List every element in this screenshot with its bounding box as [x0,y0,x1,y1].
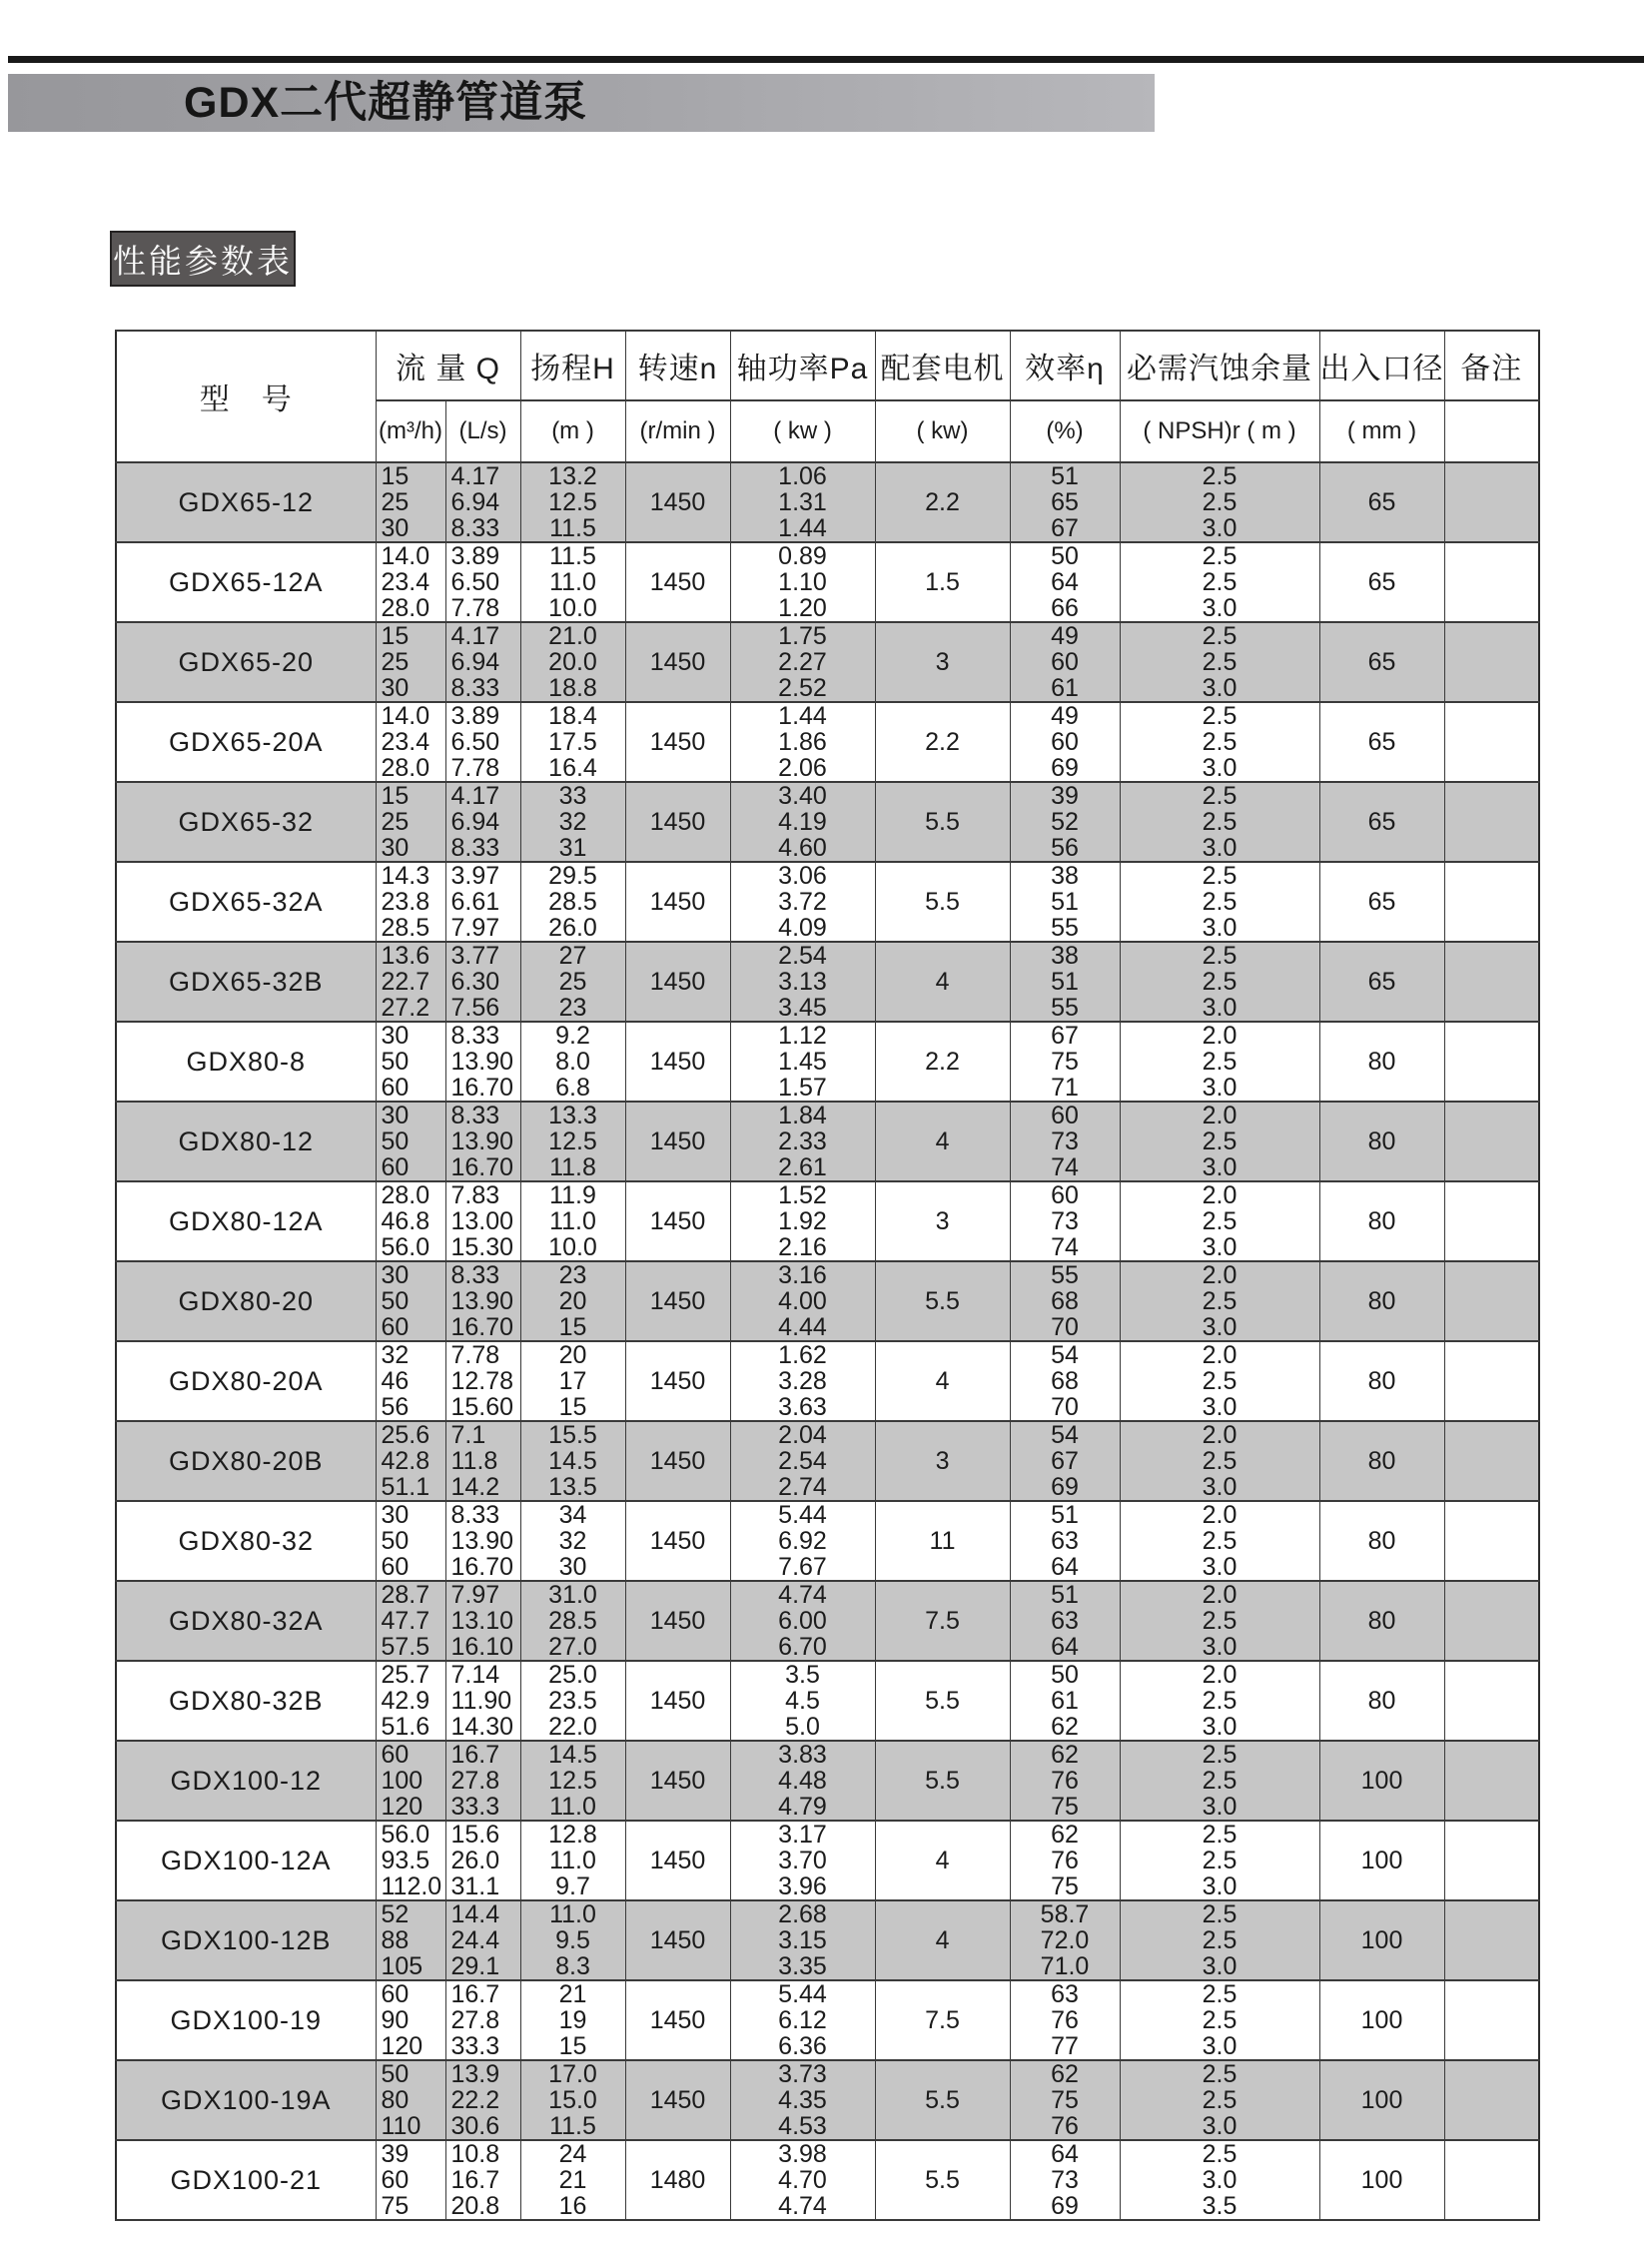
model-row [116,702,1539,782]
model-cell: GDX80-20B [116,1421,376,1501]
npsh-cell: 2.0 2.5 3.0 [1120,1261,1319,1341]
motor-cell: 4 [875,1821,1010,1900]
flow-m3h-cell: 14.0 23.4 28.0 [376,542,445,622]
model-row [116,1261,1539,1341]
flow-ls-cell: 8.33 13.90 16.70 [445,1501,520,1581]
model-row [116,1022,1539,1102]
model-row [116,1501,1539,1581]
speed-cell: 1450 [625,1261,730,1341]
model-row [116,1181,1539,1261]
eff-cell: 49 60 69 [1010,702,1120,782]
model-row [116,1900,1539,1980]
flow-ls-cell: 15.6 26.0 31.1 [445,1821,520,1900]
eff-cell: 62 76 75 [1010,1821,1120,1900]
motor-cell: 5.5 [875,1261,1010,1341]
col-header-diameter: 出入口径 [1319,331,1444,400]
remark-cell [1444,1661,1539,1741]
flow-ls-cell: 3.89 6.50 7.78 [445,542,520,622]
speed-cell: 1450 [625,622,730,702]
dia-cell: 65 [1319,622,1444,702]
flow-ls-cell: 4.17 6.94 8.33 [445,462,520,542]
eff-cell: 50 61 62 [1010,1661,1120,1741]
unit-shaft-power: ( kw ) [730,400,875,462]
flow-ls-cell: 4.17 6.94 8.33 [445,782,520,862]
model-cell: GDX80-12A [116,1181,376,1261]
npsh-cell: 2.0 2.5 3.0 [1120,1022,1319,1102]
flow-m3h-cell: 25.7 42.9 51.6 [376,1661,445,1741]
model-cell: GDX80-20A [116,1341,376,1421]
performance-table-wrap [115,330,1540,2221]
model-cell: GDX100-12B [116,1900,376,1980]
npsh-cell: 2.5 2.5 3.0 [1120,702,1319,782]
head-cell: 20 17 15 [520,1341,625,1421]
remark-cell [1444,1900,1539,1980]
dia-cell: 65 [1319,862,1444,942]
col-header-motor: 配套电机 [875,331,1010,400]
npsh-cell: 2.0 2.5 3.0 [1120,1501,1319,1581]
flow-m3h-cell: 15 25 30 [376,462,445,542]
eff-cell: 62 75 76 [1010,2060,1120,2140]
dia-cell: 100 [1319,1821,1444,1900]
flow-m3h-cell: 50 80 110 [376,2060,445,2140]
npsh-cell: 2.0 2.5 3.0 [1120,1581,1319,1661]
eff-cell: 51 63 64 [1010,1581,1120,1661]
model-cell: GDX65-20 [116,622,376,702]
flow-m3h-cell: 30 50 60 [376,1501,445,1581]
model-row [116,1741,1539,1821]
col-header-flow: 流 量 Q [376,331,520,400]
remark-cell [1444,1341,1539,1421]
flow-m3h-cell: 13.6 22.7 27.2 [376,942,445,1022]
table-header [116,331,1539,462]
speed-cell: 1450 [625,1102,730,1181]
power-cell: 3.06 3.72 4.09 [730,862,875,942]
head-cell: 11.0 9.5 8.3 [520,1900,625,1980]
remark-cell [1444,1581,1539,1661]
model-row [116,542,1539,622]
col-header-model: 型 号 [116,331,376,462]
model-cell: GDX80-32A [116,1581,376,1661]
npsh-cell: 2.5 2.5 3.0 [1120,782,1319,862]
model-row [116,1661,1539,1741]
power-cell: 0.89 1.10 1.20 [730,542,875,622]
flow-ls-cell: 14.4 24.4 29.1 [445,1900,520,1980]
model-cell: GDX100-12 [116,1741,376,1821]
flow-m3h-cell: 25.6 42.8 51.1 [376,1421,445,1501]
speed-cell: 1450 [625,1421,730,1501]
power-cell: 5.44 6.12 6.36 [730,1980,875,2060]
flow-m3h-cell: 39 60 75 [376,2140,445,2220]
npsh-cell: 2.5 2.5 3.0 [1120,542,1319,622]
dia-cell: 80 [1319,1102,1444,1181]
model-row [116,462,1539,542]
power-cell: 1.06 1.31 1.44 [730,462,875,542]
eff-cell: 60 73 74 [1010,1102,1120,1181]
remark-cell [1444,862,1539,942]
head-cell: 34 32 30 [520,1501,625,1581]
table-body [116,462,1539,2220]
eff-cell: 51 65 67 [1010,462,1120,542]
power-cell: 5.44 6.92 7.67 [730,1501,875,1581]
dia-cell: 100 [1319,1741,1444,1821]
speed-cell: 1450 [625,1501,730,1581]
flow-m3h-cell: 28.0 46.8 56.0 [376,1181,445,1261]
eff-cell: 39 52 56 [1010,782,1120,862]
eff-cell: 55 68 70 [1010,1261,1120,1341]
speed-cell: 1450 [625,1341,730,1421]
remark-cell [1444,1261,1539,1341]
model-cell: GDX100-19A [116,2060,376,2140]
model-row [116,2140,1539,2220]
head-cell: 18.4 17.5 16.4 [520,702,625,782]
title-banner [8,74,1155,132]
model-row [116,1421,1539,1501]
model-row [116,1341,1539,1421]
flow-ls-cell: 8.33 13.90 16.70 [445,1102,520,1181]
model-cell: GDX65-32B [116,942,376,1022]
model-cell: GDX100-12A [116,1821,376,1900]
speed-cell: 1450 [625,1980,730,2060]
motor-cell: 7.5 [875,1581,1010,1661]
flow-m3h-cell: 15 25 30 [376,622,445,702]
dia-cell: 80 [1319,1501,1444,1581]
remark-cell [1444,1821,1539,1900]
flow-m3h-cell: 15 25 30 [376,782,445,862]
eff-cell: 58.7 72.0 71.0 [1010,1900,1120,1980]
model-row [116,1102,1539,1181]
power-cell: 4.74 6.00 6.70 [730,1581,875,1661]
power-cell: 3.17 3.70 3.96 [730,1821,875,1900]
flow-ls-cell: 7.14 11.90 14.30 [445,1661,520,1741]
npsh-cell: 2.5 2.5 3.0 [1120,1741,1319,1821]
model-cell: GDX80-32 [116,1501,376,1581]
speed-cell: 1450 [625,1900,730,1980]
remark-cell [1444,2060,1539,2140]
dia-cell: 80 [1319,1022,1444,1102]
flow-m3h-cell: 56.0 93.5 112.0 [376,1821,445,1900]
npsh-cell: 2.5 2.5 3.0 [1120,1980,1319,2060]
unit-efficiency: (%) [1010,400,1120,462]
motor-cell: 2.2 [875,462,1010,542]
dia-cell: 80 [1319,1261,1444,1341]
model-row [116,862,1539,942]
model-row [116,622,1539,702]
eff-cell: 50 64 66 [1010,542,1120,622]
remark-cell [1444,542,1539,622]
speed-cell: 1450 [625,702,730,782]
eff-cell: 60 73 74 [1010,1181,1120,1261]
col-header-npsh: 必需汽蚀余量 [1120,331,1319,400]
model-row [116,1821,1539,1900]
power-cell: 1.44 1.86 2.06 [730,702,875,782]
power-cell: 3.98 4.70 4.74 [730,2140,875,2220]
flow-ls-cell: 13.9 22.2 30.6 [445,2060,520,2140]
eff-cell: 51 63 64 [1010,1501,1120,1581]
speed-cell: 1450 [625,2060,730,2140]
dia-cell: 100 [1319,1980,1444,2060]
motor-cell: 5.5 [875,2060,1010,2140]
motor-cell: 5.5 [875,1661,1010,1741]
flow-m3h-cell: 52 88 105 [376,1900,445,1980]
head-cell: 11.5 11.0 10.0 [520,542,625,622]
motor-cell: 2.2 [875,702,1010,782]
dia-cell: 100 [1319,1900,1444,1980]
motor-cell: 4 [875,1900,1010,1980]
remark-cell [1444,462,1539,542]
col-header-head: 扬程H [520,331,625,400]
dia-cell: 65 [1319,942,1444,1022]
col-header-efficiency: 效率η [1010,331,1120,400]
eff-cell: 63 76 77 [1010,1980,1120,2060]
npsh-cell: 2.0 2.5 3.0 [1120,1181,1319,1261]
flow-ls-cell: 16.7 27.8 33.3 [445,1741,520,1821]
head-cell: 14.5 12.5 11.0 [520,1741,625,1821]
head-cell: 29.5 28.5 26.0 [520,862,625,942]
eff-cell: 54 67 69 [1010,1421,1120,1501]
model-row [116,2060,1539,2140]
motor-cell: 1.5 [875,542,1010,622]
flow-ls-cell: 3.77 6.30 7.56 [445,942,520,1022]
dia-cell: 80 [1319,1181,1444,1261]
dia-cell: 100 [1319,2060,1444,2140]
col-header-shaft-power: 轴功率Pa [730,331,875,400]
top-rule [8,56,1644,63]
head-cell: 9.2 8.0 6.8 [520,1022,625,1102]
power-cell: 2.04 2.54 2.74 [730,1421,875,1501]
flow-ls-cell: 3.89 6.50 7.78 [445,702,520,782]
flow-ls-cell: 10.8 16.7 20.8 [445,2140,520,2220]
head-cell: 33 32 31 [520,782,625,862]
power-cell: 3.73 4.35 4.53 [730,2060,875,2140]
dia-cell: 65 [1319,462,1444,542]
eff-cell: 54 68 70 [1010,1341,1120,1421]
dia-cell: 65 [1319,702,1444,782]
remark-cell [1444,1181,1539,1261]
npsh-cell: 2.5 2.5 3.0 [1120,862,1319,942]
col-header-remarks: 备注 [1444,331,1539,400]
eff-cell: 67 75 71 [1010,1022,1120,1102]
eff-cell: 62 76 75 [1010,1741,1120,1821]
flow-ls-cell: 7.83 13.00 15.30 [445,1181,520,1261]
power-cell: 3.5 4.5 5.0 [730,1661,875,1741]
model-row [116,782,1539,862]
remark-cell [1444,1102,1539,1181]
model-cell: GDX80-12 [116,1102,376,1181]
npsh-cell: 2.0 2.5 3.0 [1120,1102,1319,1181]
flow-m3h-cell: 30 50 60 [376,1022,445,1102]
flow-ls-cell: 7.78 12.78 15.60 [445,1341,520,1421]
model-cell: GDX65-20A [116,702,376,782]
dia-cell: 65 [1319,542,1444,622]
model-cell: GDX65-12A [116,542,376,622]
model-cell: GDX80-8 [116,1022,376,1102]
head-cell: 17.0 15.0 11.5 [520,2060,625,2140]
remark-cell [1444,2140,1539,2220]
head-cell: 13.3 12.5 11.8 [520,1102,625,1181]
power-cell: 1.12 1.45 1.57 [730,1022,875,1102]
power-cell: 1.84 2.33 2.61 [730,1102,875,1181]
motor-cell: 3 [875,1421,1010,1501]
power-cell: 1.62 3.28 3.63 [730,1341,875,1421]
speed-cell: 1480 [625,2140,730,2220]
power-cell: 3.83 4.48 4.79 [730,1741,875,1821]
model-cell: GDX100-21 [116,2140,376,2220]
unit-remarks [1444,400,1539,462]
head-cell: 15.5 14.5 13.5 [520,1421,625,1501]
motor-cell: 5.5 [875,2140,1010,2220]
power-cell: 1.52 1.92 2.16 [730,1181,875,1261]
motor-cell: 4 [875,1102,1010,1181]
speed-cell: 1450 [625,1741,730,1821]
speed-cell: 1450 [625,462,730,542]
unit-npsh: ( NPSH)r ( m ) [1120,400,1319,462]
motor-cell: 4 [875,942,1010,1022]
remark-cell [1444,1022,1539,1102]
model-cell: GDX65-32A [116,862,376,942]
unit-flow-m3h: (m³/h) [376,400,445,462]
eff-cell: 38 51 55 [1010,942,1120,1022]
model-row [116,942,1539,1022]
npsh-cell: 2.5 2.5 3.0 [1120,1821,1319,1900]
unit-diameter: ( mm ) [1319,400,1444,462]
remark-cell [1444,1501,1539,1581]
head-cell: 21.0 20.0 18.8 [520,622,625,702]
remark-cell [1444,1980,1539,2060]
dia-cell: 80 [1319,1421,1444,1501]
head-cell: 24 21 16 [520,2140,625,2220]
remark-cell [1444,622,1539,702]
motor-cell: 2.2 [875,1022,1010,1102]
speed-cell: 1450 [625,1181,730,1261]
motor-cell: 5.5 [875,862,1010,942]
flow-m3h-cell: 60 100 120 [376,1741,445,1821]
speed-cell: 1450 [625,1821,730,1900]
power-cell: 2.68 3.15 3.35 [730,1900,875,1980]
model-row [116,1980,1539,2060]
remark-cell [1444,702,1539,782]
npsh-cell: 2.0 2.5 3.0 [1120,1661,1319,1741]
model-row [116,1581,1539,1661]
flow-ls-cell: 7.97 13.10 16.10 [445,1581,520,1661]
flow-m3h-cell: 30 50 60 [376,1102,445,1181]
eff-cell: 38 51 55 [1010,862,1120,942]
model-cell: GDX80-32B [116,1661,376,1741]
head-cell: 27 25 23 [520,942,625,1022]
head-cell: 13.2 12.5 11.5 [520,462,625,542]
performance-table [115,330,1540,2221]
speed-cell: 1450 [625,782,730,862]
head-cell: 12.8 11.0 9.7 [520,1821,625,1900]
motor-cell: 3 [875,1181,1010,1261]
motor-cell: 11 [875,1501,1010,1581]
npsh-cell: 2.5 2.5 3.0 [1120,622,1319,702]
speed-cell: 1450 [625,1581,730,1661]
npsh-cell: 2.5 3.0 3.5 [1120,2140,1319,2220]
flow-m3h-cell: 14.3 23.8 28.5 [376,862,445,942]
head-cell: 23 20 15 [520,1261,625,1341]
page-title: GDX二代超静管道泵 [184,79,588,127]
flow-m3h-cell: 14.0 23.4 28.0 [376,702,445,782]
model-cell: GDX65-32 [116,782,376,862]
remark-cell [1444,942,1539,1022]
unit-speed: (r/min ) [625,400,730,462]
eff-cell: 49 60 61 [1010,622,1120,702]
model-cell: GDX100-19 [116,1980,376,2060]
power-cell: 2.54 3.13 3.45 [730,942,875,1022]
motor-cell: 4 [875,1341,1010,1421]
flow-m3h-cell: 32 46 56 [376,1341,445,1421]
flow-ls-cell: 4.17 6.94 8.33 [445,622,520,702]
eff-cell: 64 73 69 [1010,2140,1120,2220]
power-cell: 1.75 2.27 2.52 [730,622,875,702]
unit-motor: ( kw) [875,400,1010,462]
flow-m3h-cell: 60 90 120 [376,1980,445,2060]
remark-cell [1444,1741,1539,1821]
power-cell: 3.40 4.19 4.60 [730,782,875,862]
npsh-cell: 2.5 2.5 3.0 [1120,942,1319,1022]
flow-ls-cell: 3.97 6.61 7.97 [445,862,520,942]
npsh-cell: 2.5 2.5 3.0 [1120,1900,1319,1980]
flow-ls-cell: 7.1 11.8 14.2 [445,1421,520,1501]
unit-flow-ls: (L/s) [445,400,520,462]
head-cell: 31.0 28.5 27.0 [520,1581,625,1661]
speed-cell: 1450 [625,542,730,622]
power-cell: 3.16 4.00 4.44 [730,1261,875,1341]
speed-cell: 1450 [625,1661,730,1741]
motor-cell: 5.5 [875,1741,1010,1821]
motor-cell: 7.5 [875,1980,1010,2060]
npsh-cell: 2.5 2.5 3.0 [1120,462,1319,542]
motor-cell: 3 [875,622,1010,702]
speed-cell: 1450 [625,942,730,1022]
speed-cell: 1450 [625,1022,730,1102]
remark-cell [1444,782,1539,862]
dia-cell: 80 [1319,1581,1444,1661]
npsh-cell: 2.5 2.5 3.0 [1120,2060,1319,2140]
npsh-cell: 2.0 2.5 3.0 [1120,1421,1319,1501]
model-cell: GDX65-12 [116,462,376,542]
dia-cell: 100 [1319,2140,1444,2220]
unit-head: (m ) [520,400,625,462]
head-cell: 11.9 11.0 10.0 [520,1181,625,1261]
section-label: 性能参数表 [110,231,296,287]
col-header-speed: 转速n [625,331,730,400]
head-cell: 21 19 15 [520,1980,625,2060]
model-cell: GDX80-20 [116,1261,376,1341]
flow-ls-cell: 16.7 27.8 33.3 [445,1980,520,2060]
dia-cell: 80 [1319,1661,1444,1741]
flow-ls-cell: 8.33 13.90 16.70 [445,1022,520,1102]
flow-ls-cell: 8.33 13.90 16.70 [445,1261,520,1341]
flow-m3h-cell: 28.7 47.7 57.5 [376,1581,445,1661]
dia-cell: 65 [1319,782,1444,862]
head-cell: 25.0 23.5 22.0 [520,1661,625,1741]
motor-cell: 5.5 [875,782,1010,862]
remark-cell [1444,1421,1539,1501]
speed-cell: 1450 [625,862,730,942]
flow-m3h-cell: 30 50 60 [376,1261,445,1341]
npsh-cell: 2.0 2.5 3.0 [1120,1341,1319,1421]
dia-cell: 80 [1319,1341,1444,1421]
